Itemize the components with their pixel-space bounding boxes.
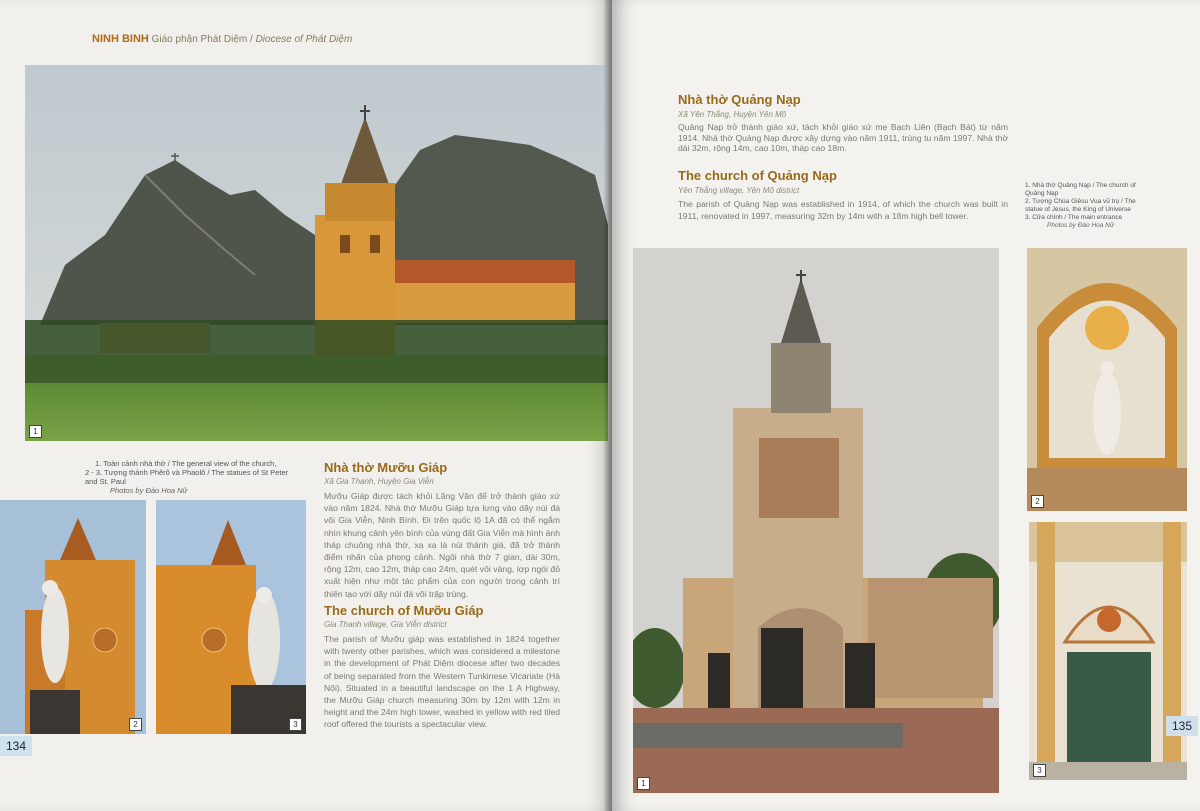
photo-main-entrance — [1029, 522, 1187, 780]
article-subtitle-vi: Xã Gia Thanh, Huyện Gia Viễn — [324, 477, 434, 486]
caption-line: 1. Toàn cảnh nhà thờ / The general view of the church, — [95, 459, 277, 468]
photo-credit: Photos by Đào Hoa Nữ — [110, 486, 188, 495]
photo-number-badge: 2 — [129, 718, 142, 731]
header-subtitle-vi: Giáo phận Phát Diệm / — [151, 34, 256, 45]
photo-statue-christ-the-king — [1027, 248, 1187, 511]
article-subtitle-en: Gia Thanh village, Gia Viễn district — [324, 620, 447, 629]
header-brand: NINH BINH — [92, 33, 149, 45]
photo-number-badge: 3 — [289, 718, 302, 731]
right-captions — [1025, 182, 1155, 230]
right-page — [612, 0, 1200, 811]
caption-line: 2 - 3. Tượng thánh Phêrô và Phaolô / The statues of St Peter and St. Paul — [85, 468, 289, 486]
page-number-left: 134 — [0, 736, 32, 756]
article-subtitle-vi: Xã Yên Thắng, Huyện Yên Mô — [678, 110, 787, 119]
photo-muou-giap-general-view — [25, 65, 608, 441]
photo-number-badge: 1 — [29, 425, 42, 438]
caption-line: 2. Tượng Chúa Giêsu Vua vũ trụ / The statue of Jesus, the King of Universe — [1025, 198, 1136, 213]
photo-number-badge: 2 — [1031, 495, 1044, 508]
photo-number-badge: 3 — [1033, 764, 1046, 777]
caption-line: 1. Nhà thờ Quảng Nạp / The church of Quảng Nạp — [1025, 182, 1136, 197]
article-body-en: The parish of Quảng Nạp was established in 1914, of which the church was built in 1911, renovated in 1997, measuring 32m by 14m with a 18m high bell tower. — [678, 199, 1008, 221]
photo-statue-st-peter — [0, 500, 146, 734]
photo-number-badge: 1 — [637, 777, 650, 790]
article-title-vi: Nhà thờ Quảng Nạp — [678, 92, 801, 107]
article-title-en: The church of Mưỡu Giáp — [324, 603, 484, 618]
page-number-right: 135 — [1166, 716, 1198, 736]
header-subtitle-en: Diocese of Phát Diệm — [255, 34, 353, 45]
photo-credit: Photos by Đào Hoa Nữ — [1047, 222, 1114, 229]
article-title-vi: Nhà thờ Mưỡu Giáp — [324, 460, 448, 475]
article-body-en: The parish of Mưỡu giáp was established in 1824 together with twenty other parishes, which was considered a milestone in the development of Phát Diệm diocese after two decades of being separated from the Western Tunkinese Vicariate (Hà Nội). Situated in a beautiful landscape on the 1 A Highway, the Mưỡu Giáp church measuring 30m by 12m with 12m in height and the 24m high tower, washed in yellow with red tiled roof offered the tourists a spectacular view. — [324, 634, 560, 730]
caption-line: 3. Cửa chính / The main entrance — [1025, 214, 1123, 221]
running-header — [92, 33, 352, 45]
article-body-vi: Quảng Nạp trở thành giáo xứ, tách khỏi giáo xứ mẹ Bạch Liên (Bạch Bát) từ năm 1914. Nhà thờ Quảng Nạp được xây dựng vào năm 1911, trùng tu năm 1997. Nhà thờ dài 32m, rộng 14m, cao 10m, tháp cao 18m. — [678, 122, 1008, 153]
article-body-vi: Mưỡu Giáp được tách khỏi Lãng Vân để trở thành giáo xứ vào năm 1824. Nhà thờ Mưỡu Giáp tựa lưng vào dãy núi đá vôi Gia Viễn, Ninh Bình. Đi trên quốc lộ 1A đã có thể ngắm nhìn khung cảnh yên bình của vùng đất Gia Viễn mà hình ảnh tháp chuông nhà thờ, xa xa là núi thánh giá, đã trở thành điểm nhấn của phong cảnh. Ngôi nhà thờ 7 gian, dài 30m, rộng 12m, cao 12m, tháp cao 24m, quét vôi vàng, lợp ngói đỏ xuất hiện như một tác phẩm của con người trong cảnh trí thiên tạo với dãy núi đá vôi trập trùng. — [324, 491, 560, 599]
article-subtitle-en: Yên Thắng village, Yên Mô district — [678, 186, 800, 195]
photo-statue-st-paul — [156, 500, 306, 734]
photo-quang-nap-church — [633, 248, 999, 793]
article-title-en: The church of Quảng Nạp — [678, 168, 837, 183]
left-captions — [85, 459, 300, 495]
